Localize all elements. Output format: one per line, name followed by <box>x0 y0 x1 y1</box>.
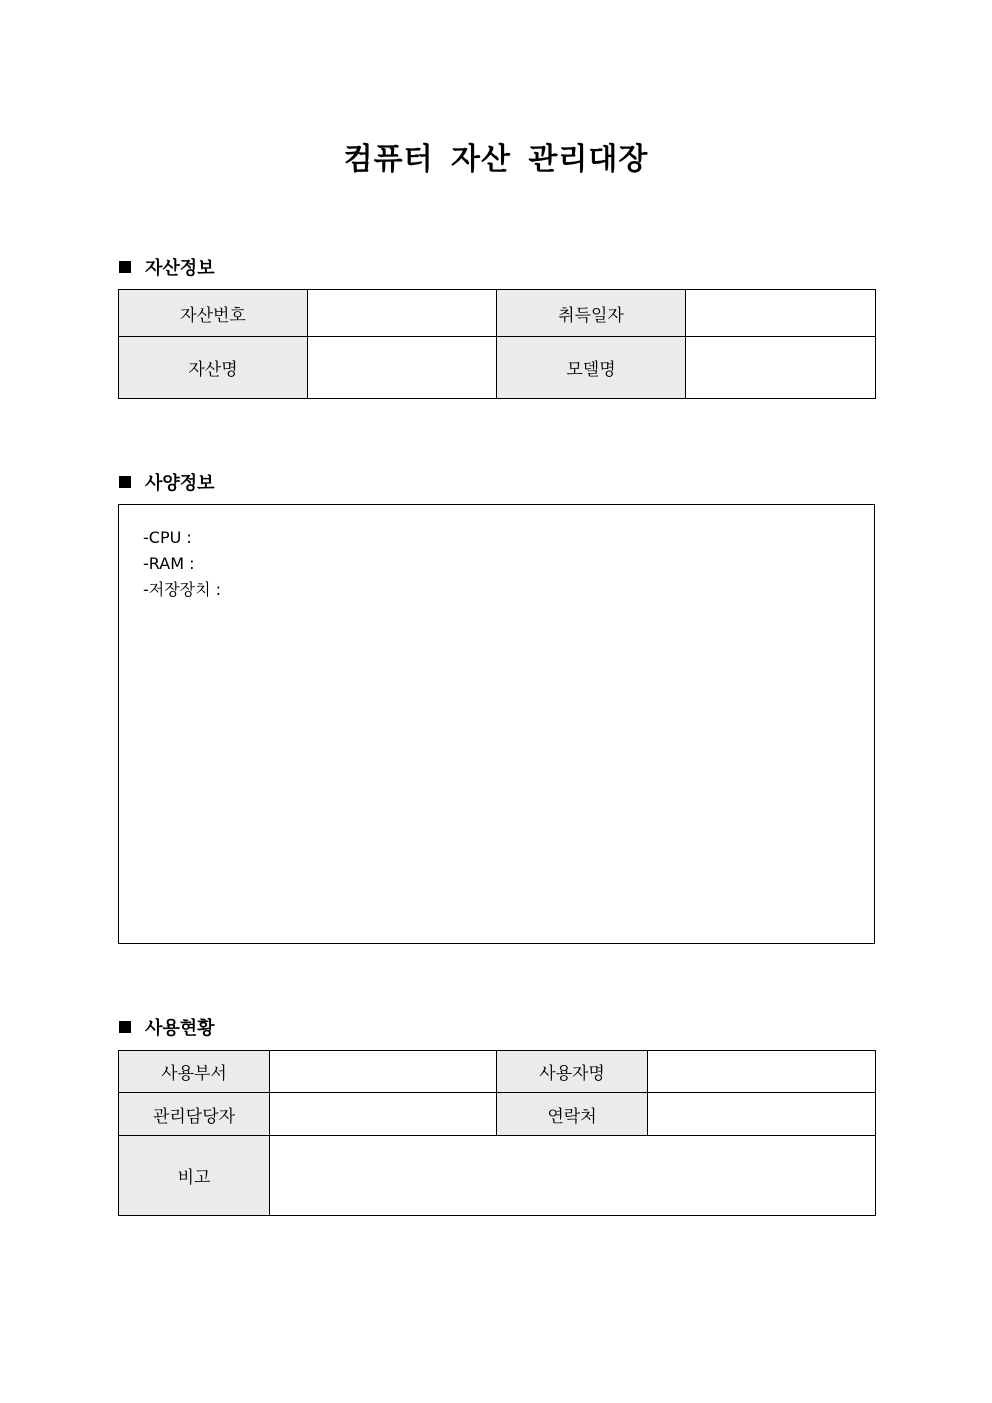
asset-number-value[interactable] <box>308 290 497 337</box>
spec-line-ram: -RAM : <box>143 554 195 573</box>
model-name-label: 모델명 <box>497 337 686 399</box>
department-value[interactable] <box>270 1051 497 1093</box>
remarks-label: 비고 <box>119 1136 270 1216</box>
square-bullet-icon <box>119 1021 131 1033</box>
square-bullet-icon <box>119 476 131 488</box>
section-heading-label: 사양정보 <box>145 473 215 494</box>
table-row <box>119 1093 876 1136</box>
document-title: 컴퓨터 자산 관리대장 <box>343 142 649 177</box>
usage-table <box>118 1050 876 1216</box>
user-name-label: 사용자명 <box>497 1051 648 1093</box>
asset-info-table <box>118 289 876 399</box>
asset-name-label: 자산명 <box>119 337 308 399</box>
square-bullet-icon <box>119 261 131 273</box>
spec-line-storage: -저장장치 : <box>143 580 222 599</box>
acquisition-date-value[interactable] <box>686 290 876 337</box>
section-heading-asset-info <box>119 254 215 280</box>
spec-line-cpu: -CPU : <box>143 528 192 547</box>
spec-lines <box>143 525 221 603</box>
model-name-value[interactable] <box>686 337 876 399</box>
user-name-value[interactable] <box>648 1051 876 1093</box>
contact-value[interactable] <box>648 1093 876 1136</box>
manager-label: 관리담당자 <box>119 1093 270 1136</box>
table-row <box>119 337 876 399</box>
section-heading-usage <box>119 1014 215 1040</box>
department-label: 사용부서 <box>119 1051 270 1093</box>
asset-number-label: 자산번호 <box>119 290 308 337</box>
table-row <box>119 1136 876 1216</box>
remarks-value[interactable] <box>270 1136 876 1216</box>
section-heading-label: 사용현황 <box>145 1018 215 1039</box>
spec-info-box[interactable] <box>118 504 875 944</box>
contact-label: 연락처 <box>497 1093 648 1136</box>
section-heading-spec-info <box>119 469 215 495</box>
table-row <box>119 290 876 337</box>
manager-value[interactable] <box>270 1093 497 1136</box>
section-heading-label: 자산정보 <box>145 258 215 279</box>
acquisition-date-label: 취득일자 <box>497 290 686 337</box>
asset-name-value[interactable] <box>308 337 497 399</box>
table-row <box>119 1051 876 1093</box>
